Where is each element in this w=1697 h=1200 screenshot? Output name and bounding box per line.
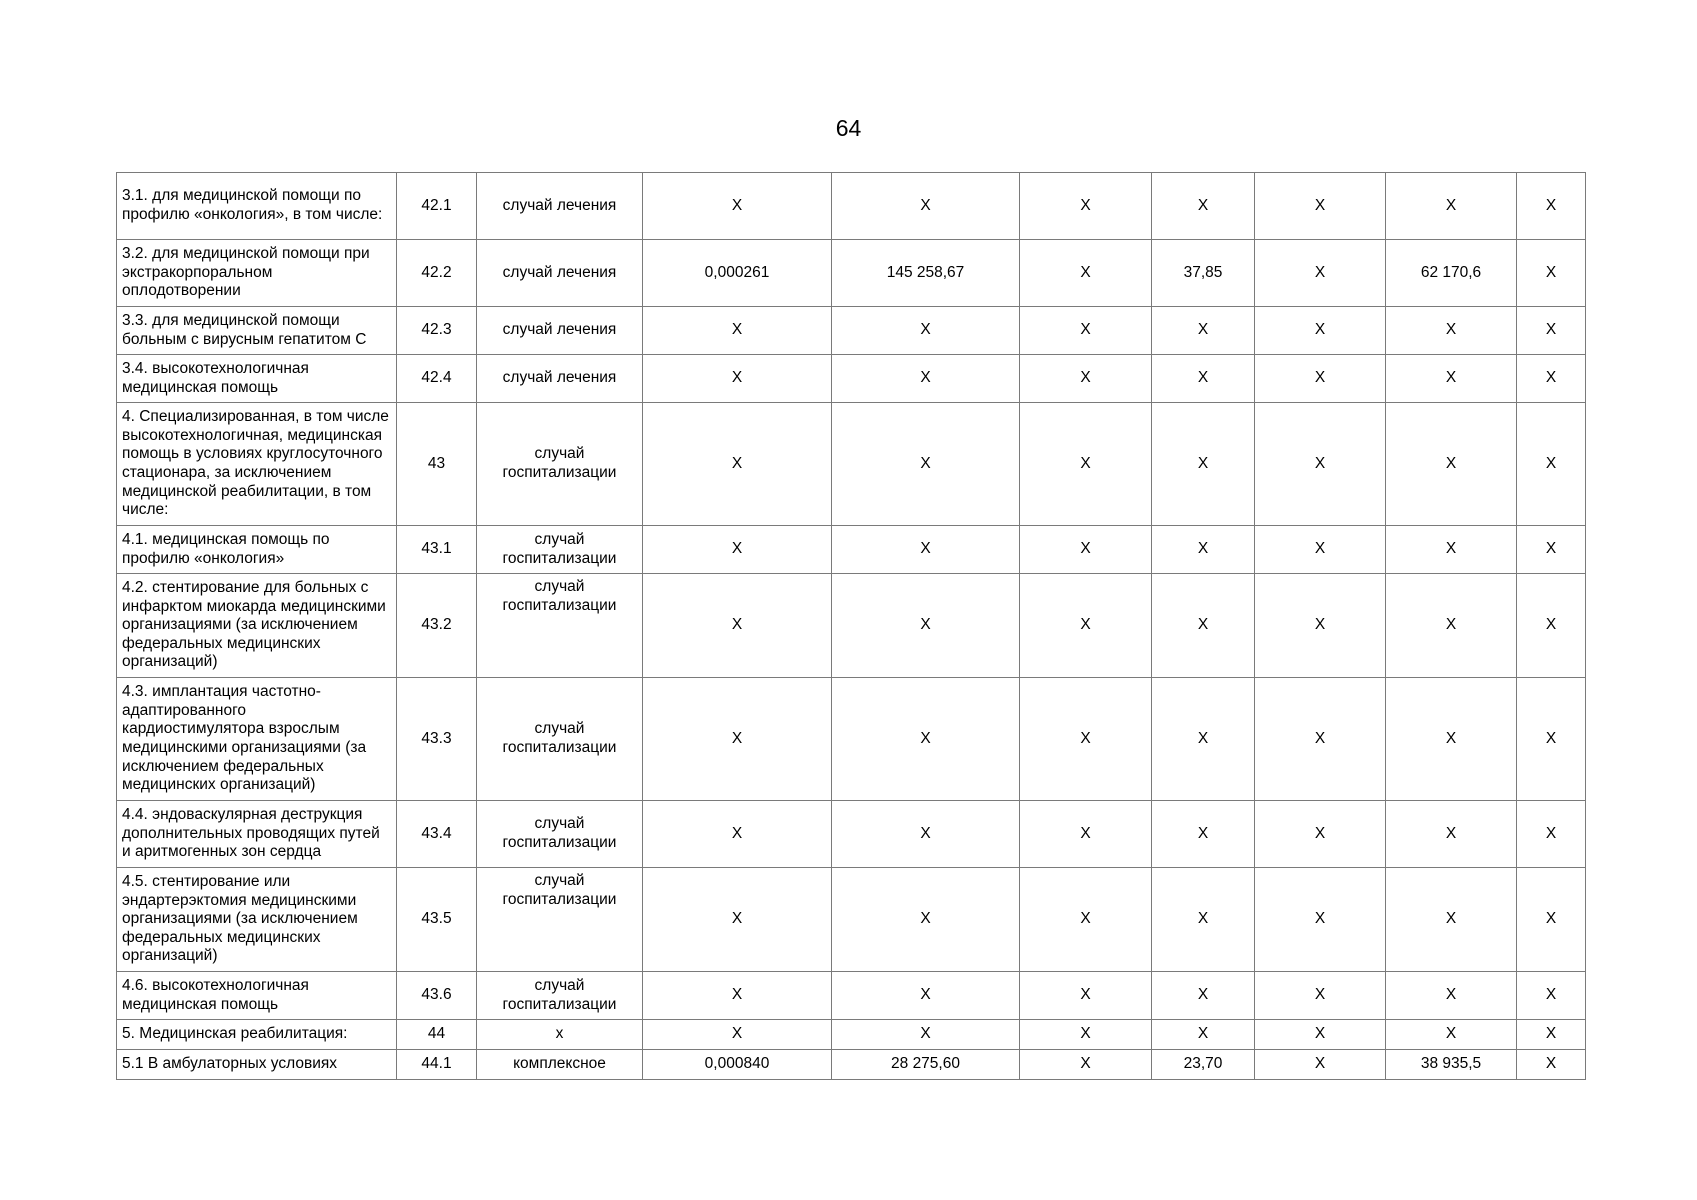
row-value: X [1020, 678, 1152, 801]
row-value: X [1255, 574, 1386, 678]
row-value: X [1255, 868, 1386, 972]
row-value: X [832, 574, 1020, 678]
row-name: 3.3. для медицинской помощи больным с вирусным гепатитом С [117, 307, 397, 355]
table-row [117, 574, 1586, 678]
row-value: X [1255, 801, 1386, 868]
row-value: X [832, 1020, 1020, 1050]
row-value: X [832, 307, 1020, 355]
row-value: X [1020, 801, 1152, 868]
row-value: 37,85 [1152, 240, 1255, 307]
row-name: 3.4. высокотехнологичная медицинская помощь [117, 355, 397, 403]
row-value: X [643, 355, 832, 403]
row-code: 43.5 [397, 868, 477, 972]
row-value: X [832, 403, 1020, 526]
row-unit: случай лечения [477, 307, 643, 355]
row-value: X [1020, 403, 1152, 526]
row-name: 4.1. медицинская помощь по профилю «онкология» [117, 526, 397, 574]
row-value: X [1255, 240, 1386, 307]
row-value: X [643, 868, 832, 972]
row-value: X [1386, 868, 1517, 972]
row-value: X [1255, 972, 1386, 1020]
row-value: X [1517, 240, 1586, 307]
table-row [117, 526, 1586, 574]
row-value: 38 935,5 [1386, 1050, 1517, 1080]
row-value: 0,000840 [643, 1050, 832, 1080]
row-value: X [643, 526, 832, 574]
row-value: X [832, 526, 1020, 574]
row-unit: случай госпитализации [477, 801, 643, 868]
row-value: X [1255, 1050, 1386, 1080]
row-value: X [1255, 526, 1386, 574]
row-unit: случай лечения [477, 173, 643, 240]
row-value: X [1255, 307, 1386, 355]
row-value: X [643, 173, 832, 240]
row-code: 43.4 [397, 801, 477, 868]
row-value: X [1386, 972, 1517, 1020]
row-code: 43.2 [397, 574, 477, 678]
row-value: X [1020, 240, 1152, 307]
row-name: 4.5. стентирование или эндартерэктомия медицинскими организациями (за исключением федеральных медицинских организаций) [117, 868, 397, 972]
row-value: 28 275,60 [832, 1050, 1020, 1080]
row-value: X [832, 972, 1020, 1020]
row-value: X [643, 678, 832, 801]
row-value: X [1386, 355, 1517, 403]
table-row [117, 403, 1586, 526]
row-value: X [1152, 355, 1255, 403]
row-code: 44 [397, 1020, 477, 1050]
row-code: 43 [397, 403, 477, 526]
row-value: X [643, 1020, 832, 1050]
row-value: X [643, 972, 832, 1020]
row-value: X [1255, 355, 1386, 403]
row-value: X [1020, 972, 1152, 1020]
row-value: X [1152, 307, 1255, 355]
row-name: 4.4. эндоваскулярная деструкция дополнительных проводящих путей и аритмогенных зон сердца [117, 801, 397, 868]
row-value: X [1152, 678, 1255, 801]
row-value: X [1517, 678, 1586, 801]
row-value: X [1517, 972, 1586, 1020]
row-name: 5. Медицинская реабилитация: [117, 1020, 397, 1050]
table-row [117, 1020, 1586, 1050]
row-value: X [1020, 1050, 1152, 1080]
row-value: X [1386, 1020, 1517, 1050]
row-value: X [1517, 526, 1586, 574]
row-value: X [832, 868, 1020, 972]
row-name: 4.6. высокотехнологичная медицинская помощь [117, 972, 397, 1020]
row-code: 42.2 [397, 240, 477, 307]
row-value: X [1255, 403, 1386, 526]
row-value: X [1386, 173, 1517, 240]
row-name: 4. Специализированная, в том числе высокотехнологичная, медицинская помощь в условиях круглосуточного стационара, за исключением медицинской реабилитации, в том числе: [117, 403, 397, 526]
row-value: X [1517, 173, 1586, 240]
row-value: X [1386, 307, 1517, 355]
row-value: X [1255, 678, 1386, 801]
row-value: X [1255, 1020, 1386, 1050]
row-code: 44.1 [397, 1050, 477, 1080]
row-value: 23,70 [1152, 1050, 1255, 1080]
row-value: X [1517, 1020, 1586, 1050]
row-code: 42.4 [397, 355, 477, 403]
row-value: X [1386, 678, 1517, 801]
row-value: X [1020, 355, 1152, 403]
table-row [117, 678, 1586, 801]
table-row [117, 355, 1586, 403]
row-value: 62 170,6 [1386, 240, 1517, 307]
row-value: X [1152, 868, 1255, 972]
table-row [117, 972, 1586, 1020]
row-unit: комплексное [477, 1050, 643, 1080]
row-value: 0,000261 [643, 240, 832, 307]
row-value: X [1020, 526, 1152, 574]
data-table [116, 172, 1586, 1080]
table-row [117, 801, 1586, 868]
row-value: X [832, 355, 1020, 403]
row-name: 4.3. имплантация частотно-адаптированного кардиостимулятора взрослым медицинскими организациями (за исключением федеральных медицинских организаций) [117, 678, 397, 801]
table-row [117, 868, 1586, 972]
row-code: 43.3 [397, 678, 477, 801]
row-value: X [1517, 801, 1586, 868]
row-value: X [1386, 526, 1517, 574]
row-value: X [1020, 1020, 1152, 1050]
table-row [117, 307, 1586, 355]
row-name: 4.2. стентирование для больных с инфарктом миокарда медицинскими организациями (за исключением федеральных медицинских организаций) [117, 574, 397, 678]
row-value: X [1020, 868, 1152, 972]
row-value: X [643, 307, 832, 355]
row-value: X [832, 801, 1020, 868]
row-value: X [832, 678, 1020, 801]
row-unit: случай госпитализации [477, 678, 643, 801]
table-row [117, 240, 1586, 307]
row-value: X [1386, 403, 1517, 526]
row-value: X [643, 801, 832, 868]
row-value: X [1152, 972, 1255, 1020]
row-code: 42.1 [397, 173, 477, 240]
row-code: 43.1 [397, 526, 477, 574]
row-value: X [643, 574, 832, 678]
row-name: 3.2. для медицинской помощи при экстракорпоральном оплодотворении [117, 240, 397, 307]
row-value: X [1152, 403, 1255, 526]
row-value: X [1152, 801, 1255, 868]
row-value: X [1517, 574, 1586, 678]
row-unit: случай лечения [477, 240, 643, 307]
row-value: X [1517, 403, 1586, 526]
row-value: X [1020, 307, 1152, 355]
row-value: X [1152, 1020, 1255, 1050]
row-value: X [1517, 307, 1586, 355]
row-value: X [1020, 173, 1152, 240]
row-value: X [1020, 574, 1152, 678]
row-value: X [1152, 526, 1255, 574]
row-value: X [1255, 173, 1386, 240]
row-value: X [1517, 355, 1586, 403]
row-value: X [643, 403, 832, 526]
row-value: X [832, 173, 1020, 240]
table-row [117, 1050, 1586, 1080]
row-value: X [1517, 1050, 1586, 1080]
row-unit: х [477, 1020, 643, 1050]
row-value: X [1517, 868, 1586, 972]
row-code: 43.6 [397, 972, 477, 1020]
row-unit: случай госпитализации [477, 526, 643, 574]
table-row [117, 173, 1586, 240]
row-value: 145 258,67 [832, 240, 1020, 307]
row-value: X [1386, 801, 1517, 868]
row-name: 5.1 В амбулаторных условиях [117, 1050, 397, 1080]
page-number: 64 [835, 115, 862, 141]
row-unit: случай госпитализации [477, 868, 643, 972]
row-unit: случай госпитализации [477, 403, 643, 526]
row-value: X [1152, 173, 1255, 240]
row-name: 3.1. для медицинской помощи по профилю «онкология», в том числе: [117, 173, 397, 240]
row-value: X [1386, 574, 1517, 678]
row-unit: случай лечения [477, 355, 643, 403]
row-code: 42.3 [397, 307, 477, 355]
row-unit: случай госпитализации [477, 574, 643, 678]
row-unit: случай госпитализации [477, 972, 643, 1020]
row-value: X [1152, 574, 1255, 678]
